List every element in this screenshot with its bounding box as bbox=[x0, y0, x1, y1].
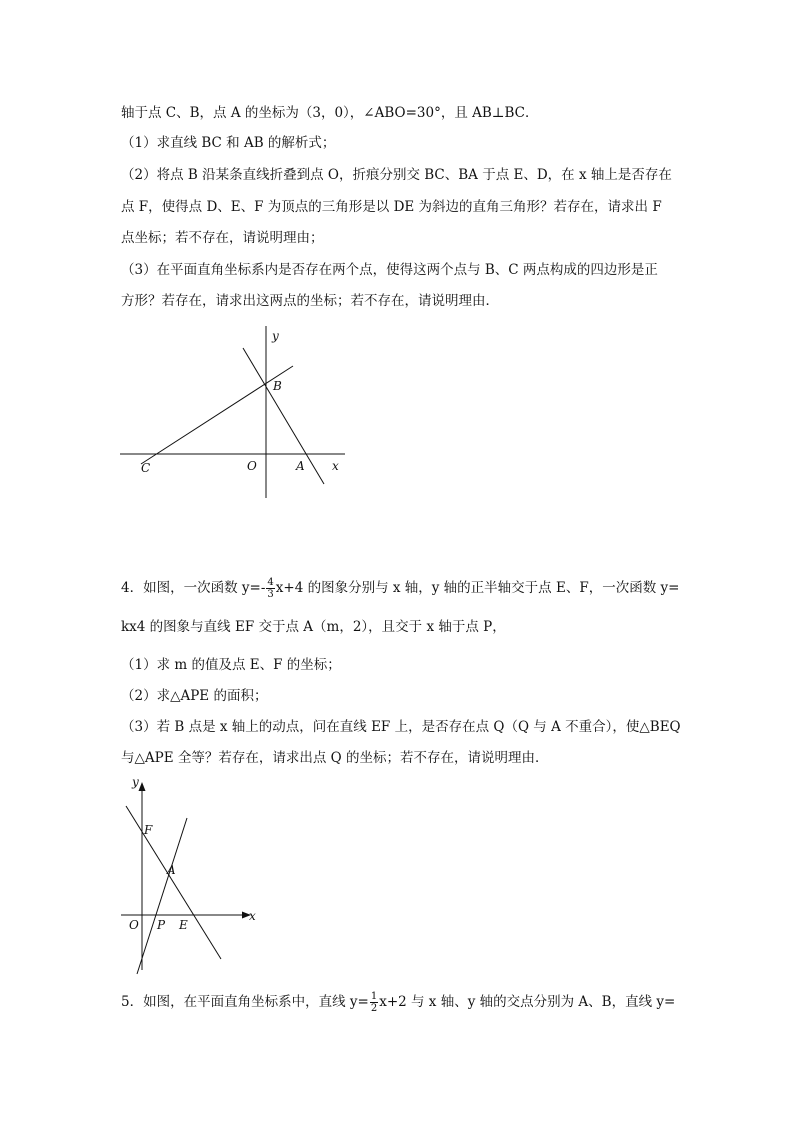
p4-label-f: F bbox=[144, 823, 153, 837]
p4-label-a: A bbox=[167, 863, 176, 877]
p3-label-x: x bbox=[332, 459, 339, 473]
p4-label-x: x bbox=[249, 909, 256, 923]
p4-question-1: （1）求 m 的值及点 E、F 的坐标； bbox=[121, 657, 341, 673]
p5-fraction-numerator: 1 bbox=[370, 991, 378, 1002]
p4-line-2: kx4 的图象与直线 EF 交于点 A（m，2），且交于 x 轴于点 P， bbox=[121, 619, 506, 635]
p4-line-1-end: x+4 的图象分别与 x 轴，y 轴的正半轴交于点 E、F，一次函数 y= bbox=[275, 580, 680, 596]
p3-label-y: y bbox=[272, 329, 279, 343]
p4-line-ap bbox=[137, 818, 187, 974]
p3-question-2-line-1: （2）将点 B 沿某条直线折叠到点 O，折痕分别交 BC、BA 于点 E、D，在 x 轴上是否存在 bbox=[121, 167, 672, 183]
p4-fraction bbox=[266, 577, 274, 600]
p3-label-o: O bbox=[247, 459, 257, 473]
p4-question-3-line-1: （3）若 B 点是 x 轴上的动点，问在直线 EF 上，是否存在点 Q（Q 与 A 不重合），使△BEQ bbox=[121, 719, 681, 735]
p3-line-bc bbox=[141, 366, 293, 464]
p3-label-a: A bbox=[296, 459, 305, 473]
p4-y-axis-arrow bbox=[139, 782, 146, 791]
p3-question-2-line-3: 点坐标；若不存在，请说明理由； bbox=[121, 230, 324, 246]
p4-fraction-numerator: 4 bbox=[267, 577, 274, 588]
p3-question-3-line-2: 方形？若存在，请求出这两点的坐标；若不存在，请说明理由． bbox=[121, 293, 499, 309]
p3-line-1: 轴于点 C、B，点 A 的坐标为（3，0），∠ABO=30°，且 AB⊥BC． bbox=[121, 105, 539, 121]
p4-fraction-denominator: 3 bbox=[267, 589, 274, 600]
p4-line-1 bbox=[121, 577, 681, 600]
p4-figure bbox=[115, 772, 265, 982]
p4-label-p: P bbox=[157, 918, 166, 932]
p3-label-c: C bbox=[141, 461, 151, 475]
p3-figure bbox=[115, 318, 365, 508]
p4-line-ef bbox=[126, 806, 221, 959]
p3-question-3-line-1: （3）在平面直角坐标系内是否存在两个点，使得这两个点与 B、C 两点构成的四边形是正 bbox=[121, 262, 658, 278]
p5-line-1-end: x+2 与 x 轴、y 轴的交点分别为 A、B，直线 y= bbox=[379, 994, 676, 1010]
p3-question-2-line-2: 点 F，使得点 D、E、F 为顶点的三角形是以 DE 为斜边的直角三角形？若存在，请求出 F bbox=[121, 199, 662, 215]
p5-line-1-start: 5．如图，在平面直角坐标系中，直线 y= bbox=[121, 994, 369, 1010]
p4-line-1-start: 4．如图，一次函数 y=- bbox=[121, 580, 266, 596]
p3-label-b: B bbox=[273, 379, 282, 393]
p3-question-1: （1）求直线 BC 和 AB 的解析式； bbox=[121, 135, 336, 151]
p5-line-1 bbox=[121, 991, 681, 1014]
p4-label-y: y bbox=[132, 775, 139, 789]
p4-label-o: O bbox=[129, 918, 139, 932]
p4-question-3-line-2: 与△APE 全等？若存在，请求出点 Q 的坐标；若不存在，请说明理由． bbox=[121, 750, 549, 766]
p5-fraction-denominator: 2 bbox=[370, 1003, 378, 1014]
p4-label-e: E bbox=[179, 918, 188, 932]
p5-fraction bbox=[370, 991, 378, 1014]
p4-question-2: （2）求△APE 的面积； bbox=[121, 688, 268, 704]
